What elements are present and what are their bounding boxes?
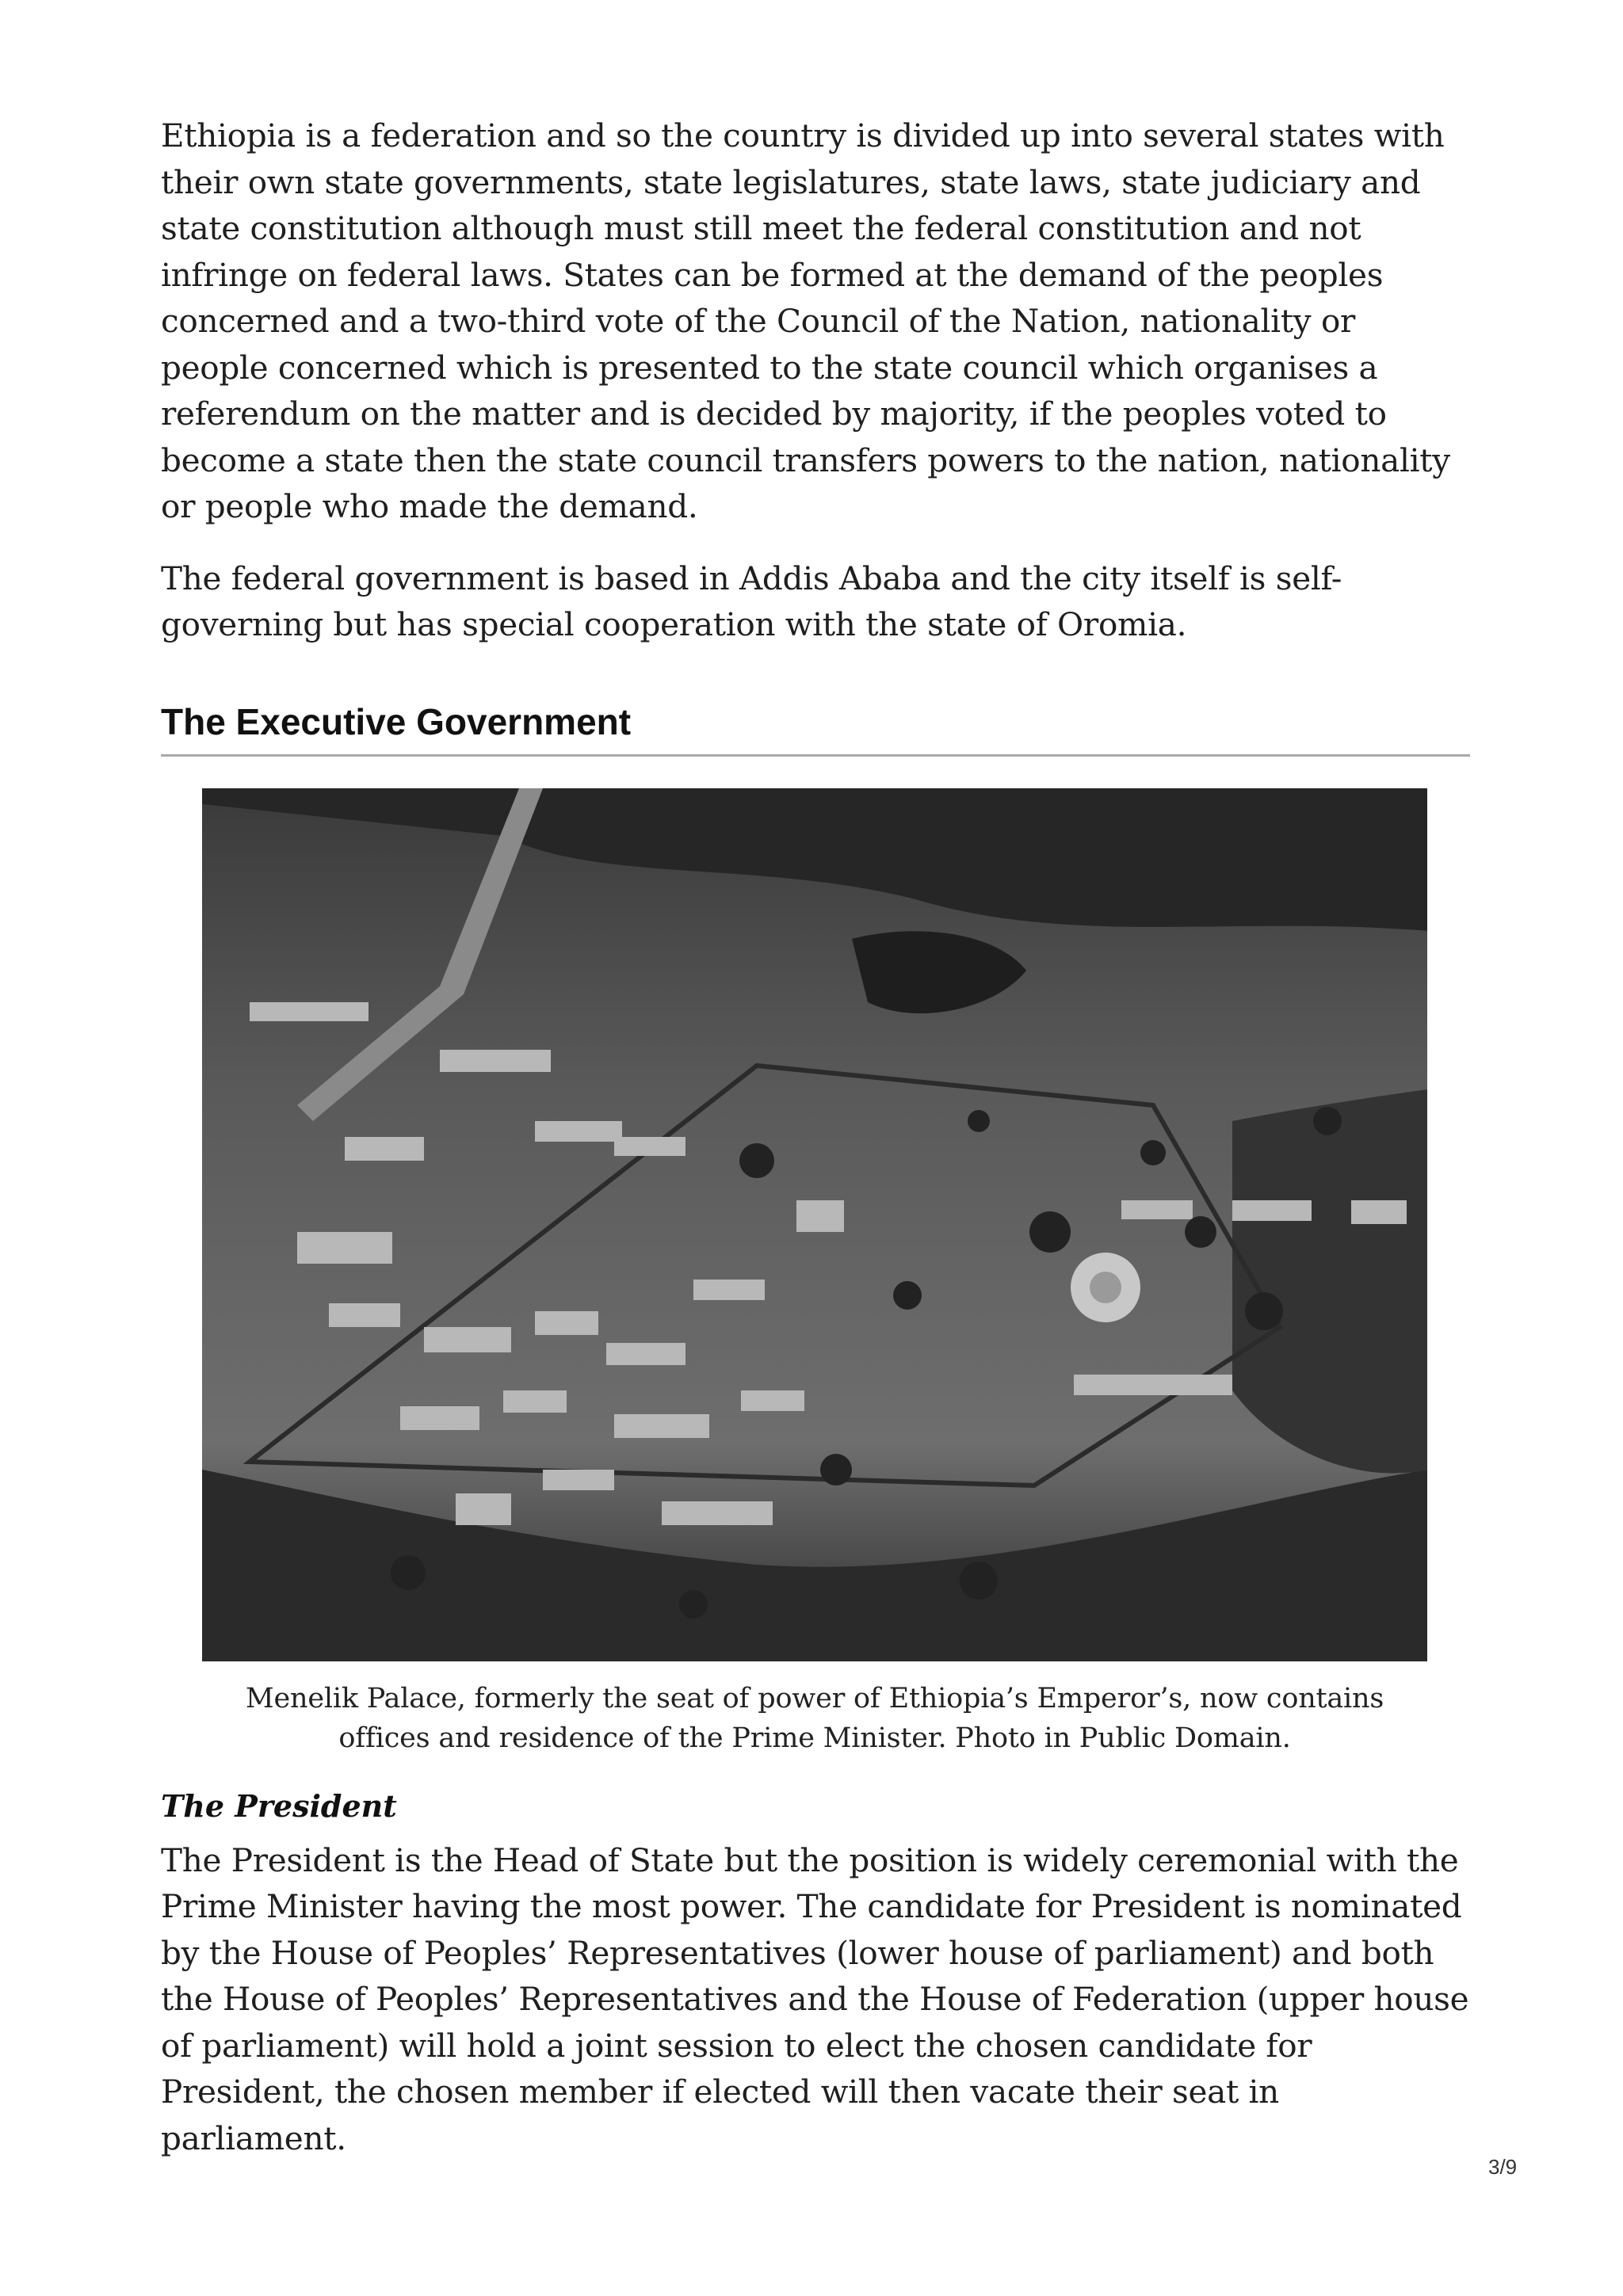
photo-caption: Menelik Palace, formerly the seat of power of Ethiopia’s Emperor’s, now contains offices and residence of the Prime Minister. Photo in Public Domain. (245, 1682, 1384, 1754)
aerial-palace-photo (202, 788, 1427, 1661)
federation-paragraph: Ethiopia is a federation and so the country is divided up into several states with their own state governments, state legislatures, state laws, state judiciary and state constitution although must still meet the federal constitution and not infringe on federal laws. States can be formed at the demand of the peoples concerned and a two-third vote of the Council of the Nation, nationality or people concerned which is presented to the state council which organises a referendum on the matter and is decided by majority, if the peoples voted to become a state then the state council transfers powers to the nation, nationality or people who made the demand. (161, 116, 1450, 525)
section-heading: The Executive Government (161, 699, 1470, 757)
president-subheading: The President (161, 1787, 397, 1824)
palace-figure (202, 788, 1427, 1758)
page-number: 3/9 (1488, 2155, 1518, 2179)
article-body (161, 113, 1470, 2161)
president-paragraph: The President is the Head of State but the position is widely ceremonial with the Prime Minister having the most power. The candidate for President is nominated by the House of Peoples’ Representatives (lower house of parliament) and both the House of Peoples’ Representatives and the House of Federation (upper house of parliament) will hold a joint session to elect the chosen candidate for President, the chosen member if elected will then vacate their seat in parliament. (161, 1840, 1469, 2157)
federal-government-paragraph: The federal government is based in Addis Ababa and the city itself is self-governing but has special cooperation with the state of Oromia. (161, 559, 1342, 643)
